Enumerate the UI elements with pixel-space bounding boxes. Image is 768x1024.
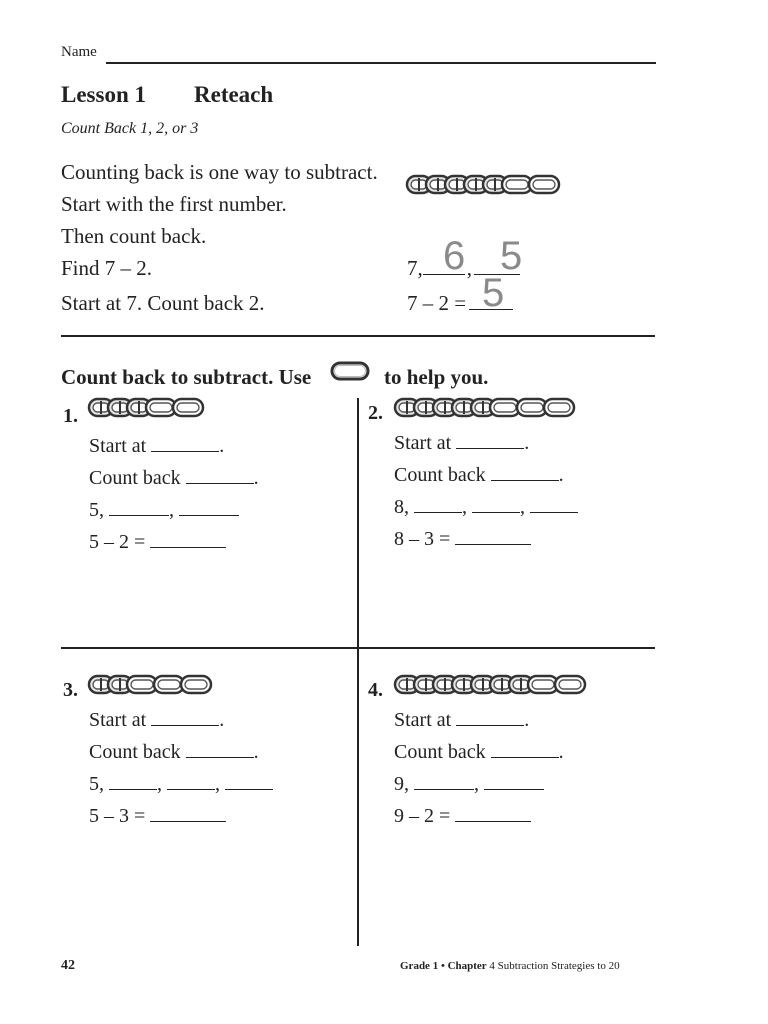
- lesson-title: Lesson 1: [61, 82, 146, 107]
- problem-4-sequence-start: 9,: [394, 773, 409, 795]
- single-chain-link-icon: [329, 360, 371, 384]
- chain-link-icon: [154, 676, 184, 693]
- chain-link-icon: [529, 176, 559, 193]
- problem-2-count-blank[interactable]: [491, 479, 559, 481]
- problem-1-count-blank[interactable]: [186, 482, 254, 484]
- problem-3-start: Start at .: [89, 709, 225, 731]
- problem-4-answer-blank[interactable]: [455, 820, 531, 822]
- problem-2-sequence-sep-1: ,: [462, 496, 467, 518]
- problem-2-count: Count back .: [394, 464, 564, 486]
- problem-4-equation: [394, 805, 531, 828]
- problem-4-start: Start at .: [394, 709, 530, 731]
- problem-4-sequence: [394, 773, 544, 796]
- problem-4-count: Count back .: [394, 741, 564, 763]
- problem-3-count-label: Count back: [89, 741, 181, 763]
- chain-link-icon: [544, 399, 574, 416]
- problem-2-start: Start at .: [394, 432, 530, 454]
- problem-3-sequence-sep-1: ,: [157, 773, 162, 795]
- problem-3-equation-text: 5 – 3 =: [89, 805, 146, 827]
- intro-line-2: Start with the first number.: [61, 192, 287, 216]
- problem-3-seq-blank-3[interactable]: [225, 788, 273, 790]
- footer-bullet: •: [440, 960, 445, 972]
- problem-1-chain-icon: [86, 396, 261, 420]
- problem-2-seq-blank-1[interactable]: [414, 511, 462, 513]
- problem-3-sequence-start: 5,: [89, 773, 104, 795]
- handwritten-answer-1: 6: [443, 234, 466, 278]
- problem-2-start-label: Start at: [394, 432, 452, 454]
- chain-link-icon: [181, 676, 211, 693]
- problem-4-start-blank[interactable]: [456, 724, 524, 726]
- intro-line-4: Find 7 – 2.: [61, 256, 153, 280]
- instruction-text: Count back to subtract. Use: [61, 365, 312, 389]
- chain-link-icon: [490, 399, 520, 416]
- problem-2-count-label: Count back: [394, 464, 486, 486]
- problem-2-equation: [394, 528, 531, 551]
- problem-2-seq-blank-2[interactable]: [472, 511, 520, 513]
- problem-2-sequence-start: 8,: [394, 496, 409, 518]
- intro-line-3: Then count back.: [61, 224, 207, 248]
- problem-4-seq-blank-1[interactable]: [414, 788, 474, 790]
- intro-equation-text: 7 – 2 =: [407, 291, 467, 315]
- problem-3-equation: [89, 805, 226, 828]
- problem-3-start-blank[interactable]: [151, 724, 219, 726]
- problem-3-sequence: [89, 773, 273, 796]
- name-line[interactable]: [106, 62, 656, 64]
- intro-chain-links-icon: [404, 173, 604, 197]
- problem-1-equation: [89, 531, 226, 554]
- footer-chapter-label: Chapter: [447, 960, 487, 972]
- problem-1-number: 1.: [63, 405, 78, 427]
- problem-2-equation-text: 8 – 3 =: [394, 528, 451, 550]
- intro-sequence-start: 7,: [407, 256, 423, 280]
- page-number: 42: [61, 958, 75, 973]
- problem-1-seq-blank-1[interactable]: [109, 514, 169, 516]
- problem-1-count-label: Count back: [89, 467, 181, 489]
- lesson-subtitle: Count Back 1, 2, or 3: [61, 120, 199, 137]
- handwritten-answer-2: 5: [500, 234, 523, 278]
- footer-chapter-number: 4: [489, 960, 495, 972]
- problem-4-chain-icon: [392, 673, 617, 697]
- problem-4-count-blank[interactable]: [491, 756, 559, 758]
- footer-grade: Grade 1: [400, 960, 439, 972]
- chain-link-icon: [173, 399, 203, 416]
- instruction-text-end: to help you.: [384, 365, 489, 389]
- problem-2-chain-icon: [392, 396, 617, 420]
- problem-4-start-label: Start at: [394, 709, 452, 731]
- handwritten-answer-3: 5: [482, 271, 505, 315]
- problem-2-sequence: [394, 496, 578, 519]
- problem-3-count: Count back .: [89, 741, 259, 763]
- problem-3-chain-icon: [86, 673, 261, 697]
- chain-link-icon: [146, 399, 176, 416]
- name-label: Name: [61, 44, 97, 60]
- problem-3-start-label: Start at: [89, 709, 147, 731]
- problem-3-seq-blank-2[interactable]: [167, 788, 215, 790]
- footer-chapter-title: Subtraction Strategies to 20: [497, 960, 620, 972]
- problem-1-equation-text: 5 – 2 =: [89, 531, 146, 553]
- problem-1-sequence-start: 5,: [89, 499, 104, 521]
- intro-line-5: Start at 7. Count back 2.: [61, 291, 265, 315]
- problem-4-seq-blank-2[interactable]: [484, 788, 544, 790]
- problem-2-answer-blank[interactable]: [455, 543, 531, 545]
- problem-3-answer-blank[interactable]: [150, 820, 226, 822]
- chain-link-icon: [555, 676, 585, 693]
- chain-link-icon: [517, 399, 547, 416]
- problem-1-answer-blank[interactable]: [150, 546, 226, 548]
- chain-link-icon: [502, 176, 532, 193]
- problem-4-number: 4.: [368, 679, 383, 701]
- problem-4-equation-text: 9 – 2 =: [394, 805, 451, 827]
- grid-horizontal-line: [61, 647, 655, 649]
- problem-3-seq-blank-1[interactable]: [109, 788, 157, 790]
- section-divider: [61, 335, 655, 337]
- problem-1-start-label: Start at: [89, 435, 147, 457]
- footer-chapter: [400, 960, 620, 972]
- problem-1-start-blank[interactable]: [151, 450, 219, 452]
- chain-link-icon: [127, 676, 157, 693]
- problem-1-count: Count back .: [89, 467, 259, 489]
- lesson-type: Reteach: [194, 82, 274, 107]
- grid-vertical-line: [357, 398, 359, 946]
- problem-2-start-blank[interactable]: [456, 447, 524, 449]
- intro-sequence-sep: ,: [466, 256, 472, 280]
- problem-2-sequence-sep-2: ,: [520, 496, 525, 518]
- problem-2-number: 2.: [368, 402, 383, 424]
- problem-1-sequence: [89, 499, 239, 522]
- problem-1-seq-blank-2[interactable]: [179, 514, 239, 516]
- problem-4-count-label: Count back: [394, 741, 486, 763]
- problem-1-sequence-sep: ,: [169, 499, 174, 521]
- problem-2-seq-blank-3[interactable]: [530, 511, 578, 513]
- chain-link-icon: [528, 676, 558, 693]
- intro-line-1: Counting back is one way to subtract.: [61, 160, 378, 184]
- problem-1-start: Start at .: [89, 435, 225, 457]
- problem-3-count-blank[interactable]: [186, 756, 254, 758]
- problem-3-sequence-sep-2: ,: [215, 773, 220, 795]
- problem-3-number: 3.: [63, 679, 78, 701]
- problem-4-sequence-sep: ,: [474, 773, 479, 795]
